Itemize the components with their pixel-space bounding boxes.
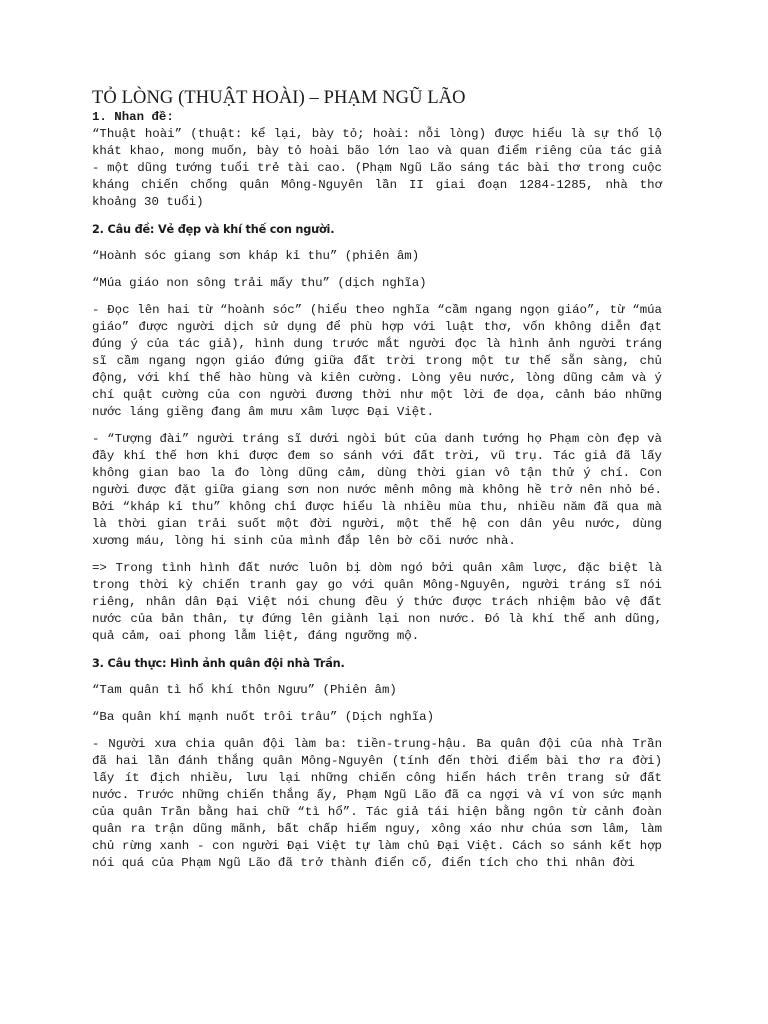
section3-quote-phien-am: “Tam quân tì hổ khí thôn Ngưu” (Phiên âm) [92, 683, 397, 697]
document-page [92, 88, 662, 872]
section2-paragraph-1: - Đọc lên hai từ “hoành sóc” (hiểu theo nghĩa “cầm ngang ngọn giáo”, từ “múa giáo” được người dịch sử dụng để phù hợp với luật thơ, vốn không diễn đạt đúng ý của tác giả), hình dung trước mắt người đọc là hình ảnh người tráng sĩ cầm ngang ngọn giáo đứng giữa đất trời trong một tư thế sẵn sàng, chủ động, với khí thế hào hùng và kiên cường. Lòng yêu nước, lòng dũng cảm và ý chí quật cường của con người đương thời như một lời đe dọa, cảnh báo những nước láng giềng đang âm mưu xâm lược Đại Việt. [92, 303, 662, 419]
document-title: TỎ LÒNG (THUẬT HOÀI) – PHẠM NGŨ LÃO [92, 88, 466, 108]
section3-heading: 3. Câu thực: Hình ảnh quân đội nhà Trần. [92, 657, 345, 670]
section2-quote-phien-am: “Hoành sóc giang sơn kháp kỉ thu” (phiên âm) [92, 249, 420, 263]
section2-quote-dich-nghia: “Múa giáo non sông trải mấy thu” (dịch nghĩa) [92, 276, 427, 290]
section2-paragraph-3: => Trong tình hình đất nước luôn bị dòm ngó bởi quân xâm lược, đặc biệt là trong thời kỳ chiến tranh gay go với quân Mông-Nguyên, người tráng sĩ nói riêng, nhân dân Đại Việt nói chung đều ý thức được trách nhiệm bảo vệ đất nước của bản thân, tự đứng lên giành lại non nước. Đó là khí thế anh dũng, quả cảm, oai phong lẫm liệt, đáng ngưỡng mộ. [92, 561, 662, 643]
section3-paragraph-1: - Người xưa chia quân đội làm ba: tiền-trung-hậu. Ba quân đội của nhà Trần đã hai lần đánh thắng quân Mông-Nguyên (tính đến thời điểm bài thơ ra đời) lấy ít địch nhiều, lưu lại những chiến công hiển hách trên trang sử đất nước. Trước những chiến thắng ấy, Phạm Ngũ Lão đã ca ngợi và ví von sức mạnh của quân Trần bằng hai chữ “tì hổ”. Tác giả tái hiện bằng ngôn từ cảnh đoàn quân ra trận dũng mãnh, bất chấp hiểm nguy, xông xáo như chúa sơn lâm, làm chủ rừng xanh - con người Đại Việt tự làm chủ Đại Việt. Cách so sánh kết hợp nói quá của Phạm Ngũ Lão đã trở thành điển cố, điển tích cho thi nhân đời [92, 737, 662, 870]
section1-heading: 1. Nhan đề: [92, 110, 174, 124]
section2-paragraph-2: - “Tượng đài” người tráng sĩ dưới ngòi bút của danh tướng họ Phạm còn đẹp và đầy khí thế hơn khi được đem so sánh với đất trời, vũ trụ. Tác giả đã lấy không gian bao la đo lòng dũng cảm, dùng thời gian vô tận thử ý chí. Con người được đặt giữa giang sơn non nước mênh mông mà không hề trở nên nhỏ bé. Bởi “kháp kỉ thu” không chỉ được hiểu là nhiều mùa thu, nhiều năm đã qua mà là thời gian trải suốt một đời người, một thế hệ con dân yêu nước, dùng xương máu, lòng hi sinh của mình đắp lên bờ cõi nước nhà. [92, 432, 662, 548]
section1-body: “Thuật hoài” (thuật: kể lại, bày tỏ; hoài: nỗi lòng) được hiểu là sự thổ lộ khát khao, mong muốn, bày tỏ hoài bão lớn lao và quan điểm riêng của tác giả - một dũng tướng tuổi trẻ tài cao. (Phạm Ngũ Lão sáng tác bài thơ trong cuộc kháng chiến chống quân Mông-Nguyên lần II giai đoạn 1284-1285, nhà thơ khoảng 30 tuổi) [92, 127, 662, 209]
section3-quote-dich-nghia: “Ba quân khí mạnh nuốt trôi trâu” (Dịch nghĩa) [92, 710, 435, 724]
section2-heading: 2. Câu đề: Vẻ đẹp và khí thế con người. [92, 223, 335, 236]
